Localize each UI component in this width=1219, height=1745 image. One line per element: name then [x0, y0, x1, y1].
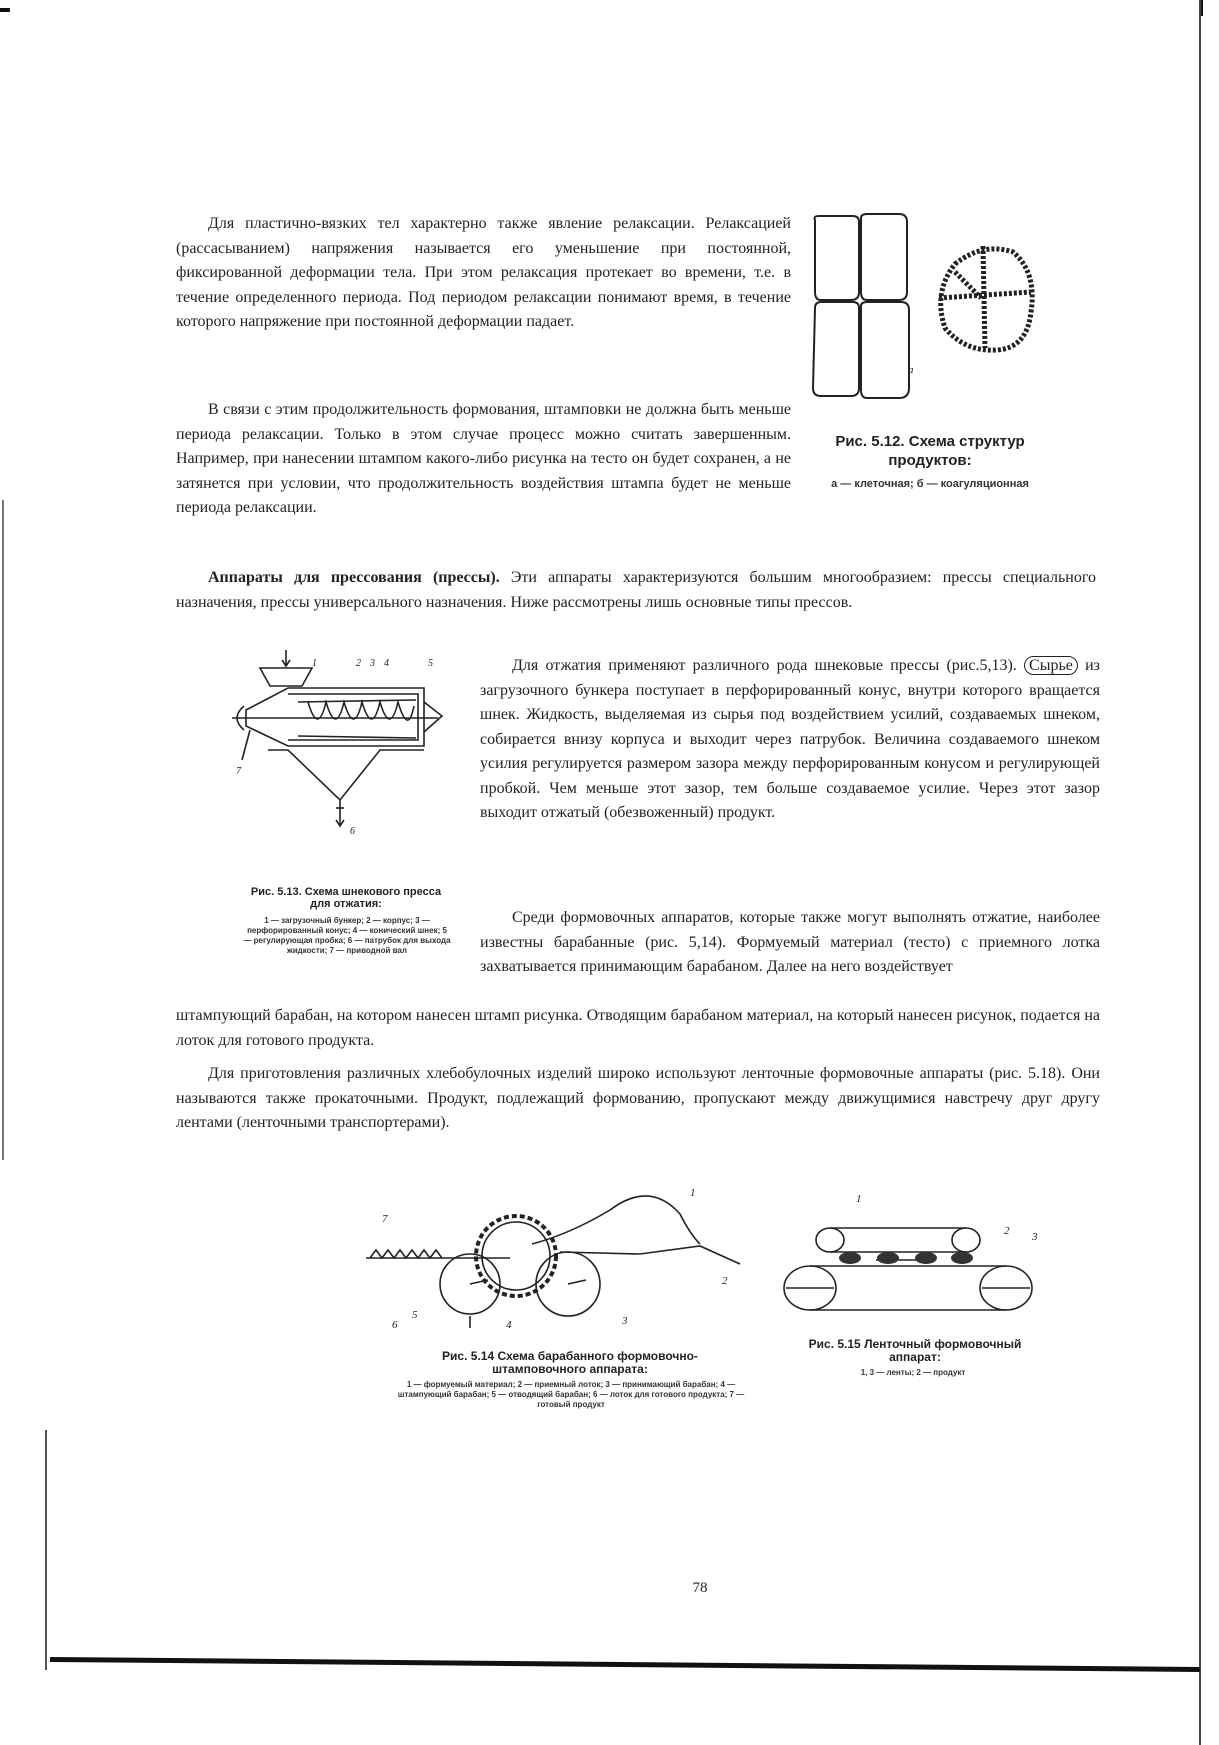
figure-5-15-caption: Рис. 5.15 Ленточный формовочный аппарат:	[808, 1337, 1022, 1364]
figure-5-12-legend: а — клеточная; б — коагуляционная	[831, 478, 1029, 490]
figure-5-12-cell-structures	[805, 212, 1065, 412]
fig514-label-2: 2	[722, 1275, 728, 1287]
scan-edge-top	[0, 8, 10, 12]
paragraph-stamping-period: В связи с этим продолжительность формования, штамповки не должна быть меньше периода релаксации. Только в этом случае процесс можно считать завершенным. Например, при нанесении штампом какого-либо рисунка на тесто он будет сохранен, а не затянется при условии, что продолжительность воздействия штампа будет не меньше периода релаксации.	[176, 401, 791, 516]
figure-5-13-screw-press	[228, 650, 468, 850]
figure-5-15-legend: 1, 3 — ленты; 2 — продукт	[860, 1368, 966, 1377]
paragraph-relaxation: Для пластично-вязких тел характерно также явление релаксации. Релаксацией (рассасыванием) напряжения называется его уменьшение при постоянной, фиксированной деформации тела. При этом релаксация протекает во времени, т.е. в течение определенного периода. Под периодом релаксации понимают время, в течение которого напряжение при постоянной деформации падает.	[176, 215, 791, 330]
fig514-label-3: 3	[622, 1315, 628, 1327]
section-heading-presses: Аппараты для прессования (прессы).	[208, 569, 500, 586]
fig513-label-5: 5	[428, 658, 433, 669]
fig513-label-2: 2	[356, 658, 361, 669]
figure-5-14-legend: 1 — формуемый материал; 2 — приемный лоток; 3 — принимающий барабан; 4 — штампующий барабан; 5 — отводящий барабан; 6 — лоток для готового продукта; 7 — готовый продукт	[397, 1380, 745, 1409]
fig514-label-4: 4	[506, 1319, 512, 1331]
figure-5-15-belt-forming-apparatus	[776, 1190, 1056, 1320]
page-number: 78	[692, 1580, 708, 1596]
scan-edge-bottom	[50, 1657, 1200, 1672]
scan-edge-left-dash	[45, 1430, 47, 1670]
fig513-label-6: 6	[350, 826, 355, 837]
screw-press-text-after: из загрузочного бункера поступает в перфорированный конус, внутри которого вращается шнек. Жидкость, выделяемая из сырья под воздействием усилий, создаваемых шнеком, собирается внизу корпуса и выходит через патрубок. Величина создаваемого шнеком усилия регулируется размером зазора между перфорированным конусом и регулирующей пробкой. Чем меньше этот зазор, тем больше создаваемое усилие. Через этот зазор выходит отжатый (обезвоженный) продукт.	[480, 657, 1100, 821]
paragraph-drum-devices: Среди формовочных аппаратов, которые также могут выполнять отжатие, наиболее известны барабанные (рис. 5,14). Формуемый материал (тесто) с приемного лотка захватывается принимающим барабаном. Далее на него воздействует	[480, 909, 1100, 975]
fig513-label-4: 4	[384, 658, 389, 669]
circled-word-syrye: Сырье	[1024, 656, 1078, 675]
fig514-label-7: 7	[382, 1213, 388, 1225]
fig513-label-1: 1	[312, 658, 317, 669]
fig515-label-1: 1	[856, 1193, 862, 1205]
paragraph-drum-devices-continued: штампующий барабан, на котором нанесен штамп рисунка. Отводящим барабаном материал, на который нанесен рисунок, подается на лоток для готового продукта.	[176, 1007, 1100, 1049]
fig515-label-3: 3	[1032, 1231, 1038, 1243]
fig514-label-6: 6	[392, 1319, 398, 1331]
figure-5-13-legend: 1 — загрузочный бункер; 2 — корпус; 3 — перфорированный конус; 4 — конический шнек; 5 — регулирующая пробка; 6 — патрубок для выхода жидкости; 7 — приводной вал	[243, 916, 451, 955]
figure-5-12-caption: Рис. 5.12. Схема структур продуктов:	[835, 433, 1025, 469]
paragraph-presses-intro	[176, 566, 1096, 615]
fig514-label-1: 1	[690, 1187, 696, 1199]
scan-edge-right	[1199, 0, 1201, 1745]
figure-5-12-label-a: а	[908, 364, 914, 376]
paragraph-belt-devices: Для приготовления различных хлебобулочных изделий широко используют ленточные формовочные аппараты (рис. 5.18). Они называются также прокаточными. Продукт, подлежащий формованию, пропускают между движущимися навстречу друг другу лентами (ленточными транспортерами).	[176, 1065, 1100, 1131]
fig514-label-5: 5	[412, 1309, 418, 1321]
screw-press-text-before: Для отжатия применяют различного рода шнековые прессы (рис.5,13).	[512, 657, 1025, 674]
paragraph-screw-press	[480, 654, 1100, 826]
fig513-label-7: 7	[236, 766, 241, 777]
fig515-label-2: 2	[1004, 1225, 1010, 1237]
figure-5-14-caption: Рис. 5.14 Схема барабанного формовочно-штамповочного аппарата:	[442, 1349, 698, 1376]
figure-5-14-drum-forming-apparatus	[360, 1184, 750, 1344]
fig513-label-3: 3	[370, 658, 375, 669]
scan-edge-left	[2, 500, 4, 1160]
paragraph-presses-text: Эти аппараты характеризуются большим многообразием: прессы специального назначения, прессы универсального назначения. Ниже рассмотрены лишь основные типы прессов.	[176, 569, 1096, 611]
figure-5-13-caption: Рис. 5.13. Схема шнекового пресса для отжатия:	[250, 886, 442, 910]
